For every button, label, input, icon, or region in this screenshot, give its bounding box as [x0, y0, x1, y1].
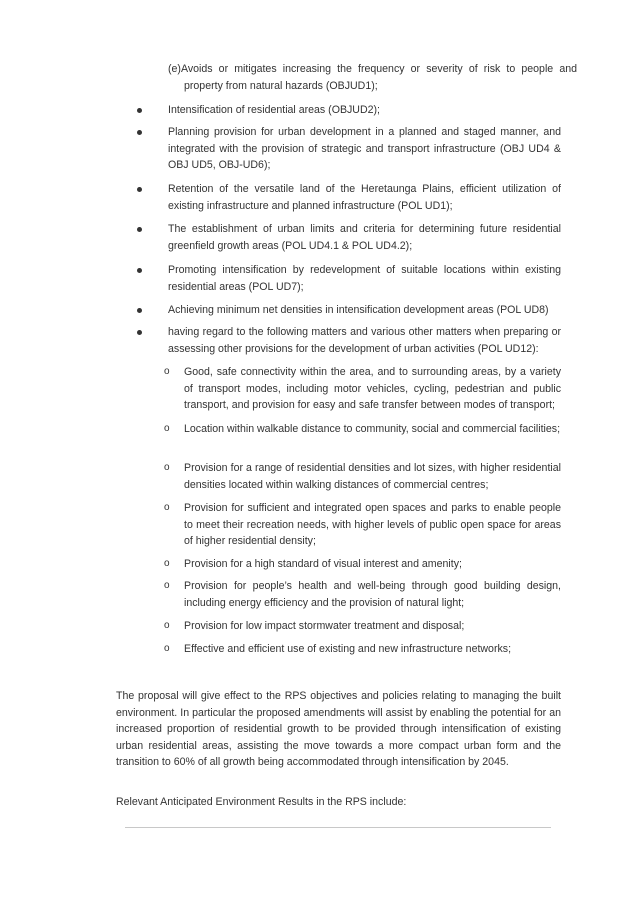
- sub-item-text: Location within walkable distance to community, social and commercial facilities;: [184, 423, 561, 435]
- bullet-text: Achieving minimum net densities in intensification development areas (POL UD8): [168, 304, 549, 316]
- bullet-text: Promoting intensification by redevelopment of suitable locations within existing residential areas (POL UD7);: [168, 264, 561, 293]
- bullet-text: The establishment of urban limits and criteria for determining future residential greenfield growth areas (POL UD4.1 & POL UD4.2);: [168, 223, 561, 252]
- bullet-text: Planning provision for urban development in a planned and staged manner, and integrated with the provision of strategic and transport infrastructure (OBJ UD4 & OBJ UD5, OBJ-UD6);: [168, 126, 561, 171]
- bullet-dot-icon: [137, 308, 142, 313]
- circle-bullet-icon: o: [164, 643, 170, 654]
- circle-bullet-icon: o: [164, 620, 170, 631]
- bullet-dot-icon: [137, 108, 142, 113]
- circle-bullet-icon: o: [164, 366, 170, 377]
- sub-item-text: Good, safe connectivity within the area, and to surrounding areas, by a variety of transport modes, including motor vehicles, cycling, pedestrian and public transport, and provision for easy and safe transfer between modes of transport;: [184, 366, 561, 411]
- intro-list-item: (e)Avoids or mitigates increasing the frequency or severity of risk to people and property from natural hazards (OBJUD1);: [168, 63, 577, 92]
- bullet-dot-icon: [137, 130, 142, 135]
- results-heading: Relevant Anticipated Environment Results in the RPS include:: [116, 796, 407, 808]
- sub-item-text: Provision for low impact stormwater treatment and disposal;: [184, 620, 465, 632]
- bullet-dot-icon: [137, 330, 142, 335]
- circle-bullet-icon: o: [164, 558, 170, 569]
- bullet-dot-icon: [137, 268, 142, 273]
- sub-item-text: Provision for sufficient and integrated open spaces and parks to enable people to meet their recreation needs, with higher levels of public open space for areas of higher residential density;: [184, 502, 561, 547]
- circle-bullet-icon: o: [164, 502, 170, 513]
- circle-bullet-icon: o: [164, 580, 170, 591]
- sub-item-text: Provision for a range of residential densities and lot sizes, with higher residential densities located within walking distances of commercial centres;: [184, 462, 561, 491]
- sub-item-text: Effective and efficient use of existing and new infrastructure networks;: [184, 643, 512, 655]
- bullet-text: Retention of the versatile land of the Heretaunga Plains, efficient utilization of existing infrastructure and planned infrastructure (POL UD1);: [168, 183, 561, 212]
- sub-item-text: Provision for people’s health and well-being through good building design, including energy efficiency and the provision of natural light;: [184, 580, 561, 609]
- bullet-text: Intensification of residential areas (OBJUD2);: [168, 104, 380, 116]
- circle-bullet-icon: o: [164, 462, 170, 473]
- conclusion-paragraph: The proposal will give effect to the RPS objectives and policies relating to managing the built environment. In particular the proposed amendments will assist by enabling the potential for an increased proportion of residential growth to be provided through intensification of existing urban residential areas, assisting the move towards a more compact urban form and the transition to 60% of all growth being accommodated through intensification by 2045.: [116, 690, 561, 768]
- circle-bullet-icon: o: [164, 423, 170, 434]
- bullet-dot-icon: [137, 227, 142, 232]
- bullet-dot-icon: [137, 187, 142, 192]
- bullet-text: having regard to the following matters and various other matters when preparing or assessing other provisions for the development of urban activities (POL UD12):: [168, 326, 561, 355]
- horizontal-rule: [125, 827, 551, 828]
- sub-item-text: Provision for a high standard of visual interest and amenity;: [184, 558, 462, 570]
